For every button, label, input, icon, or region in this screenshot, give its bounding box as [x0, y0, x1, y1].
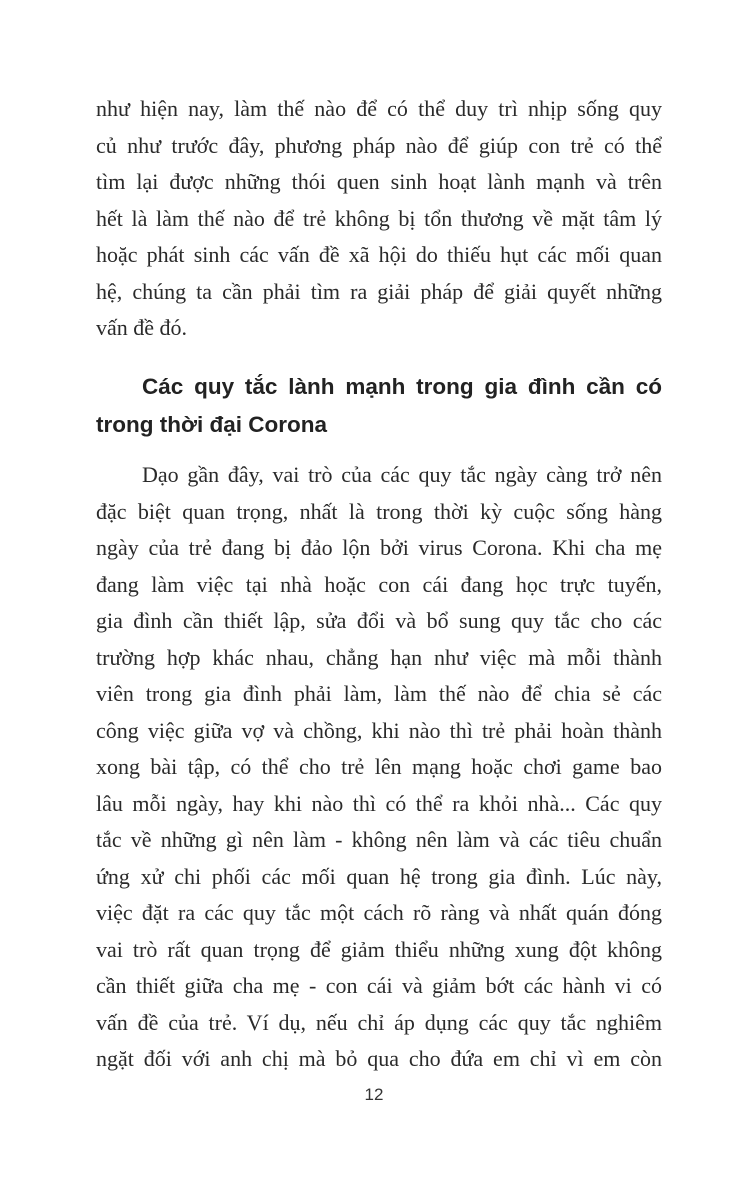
- heading-line: Các quy tắc lành mạnh trong gia đình cần có: [142, 374, 662, 399]
- text-line: đặc biệt quan trọng, nhất là trong thời kỳ cuộc sống hàng: [96, 498, 662, 524]
- text-line: hoặc phát sinh các vấn đề xã hội do thiếu hụt các mối quan: [96, 242, 662, 267]
- text-line: ngày của trẻ đang bị đảo lộn bởi virus Corona. Khi cha mẹ: [96, 535, 662, 560]
- text-line: lâu mỗi ngày, hay khi nào thì có thể ra khỏi nhà... Các quy: [96, 790, 662, 816]
- text-line: việc đặt ra các quy tắc một cách rõ ràng và nhất quán đóng: [96, 900, 662, 925]
- text-line: hệ, chúng ta cần phải tìm ra giải pháp để giải quyết những: [96, 278, 662, 304]
- text-line: Dạo gần đây, vai trò của các quy tắc ngày càng trở nên: [142, 462, 662, 487]
- text-line: vấn đề đó.: [96, 315, 188, 340]
- text-line: ứng xử chi phối các mối quan hệ trong gia đình. Lúc này,: [96, 863, 662, 889]
- text-line: công việc giữa vợ và chồng, khi nào thì trẻ phải hoàn thành: [96, 717, 662, 743]
- text-line: vấn đề của trẻ. Ví dụ, nếu chỉ áp dụng các quy tắc nghiêm: [96, 1009, 662, 1035]
- text-line: tắc về những gì nên làm - không nên làm và các tiêu chuẩn: [96, 827, 662, 852]
- page-number: 12: [364, 1085, 384, 1104]
- text-line: củ như trước đây, phương pháp nào để giúp con trẻ có thể: [96, 132, 662, 158]
- text-line: ngặt đối với anh chị mà bỏ qua cho đứa em chỉ vì em còn: [96, 1046, 662, 1071]
- text-line: cần thiết giữa cha mẹ - con cái và giảm bớt các hành vi có: [96, 973, 662, 998]
- text-line: vai trò rất quan trọng để giảm thiểu những xung đột không: [96, 936, 662, 962]
- paragraph-body: [96, 457, 662, 1078]
- text-line: hết là làm thế nào để trẻ không bị tổn thương về mặt tâm lý: [96, 205, 662, 231]
- section-heading: [96, 368, 662, 444]
- text-line: gia đình cần thiết lập, sửa đổi và bổ sung quy tắc cho các: [96, 608, 662, 633]
- text-line: như hiện nay, làm thế nào để có thể duy trì nhịp sống quy: [96, 96, 662, 121]
- heading-line: trong thời đại Corona: [96, 412, 327, 437]
- text-line: đang làm việc tại nhà hoặc con cái đang học trực tuyến,: [96, 571, 662, 597]
- text-line: xong bài tập, có thể cho trẻ lên mạng hoặc chơi game bao: [96, 754, 662, 779]
- paragraph-intro: [96, 91, 662, 347]
- text-line: trường hợp khác nhau, chẳng hạn như việc mà mỗi thành: [96, 644, 662, 670]
- text-line: viên trong gia đình phải làm, làm thế nào để chia sẻ các: [96, 681, 662, 706]
- text-line: tìm lại được những thói quen sinh hoạt lành mạnh và trên: [96, 169, 662, 194]
